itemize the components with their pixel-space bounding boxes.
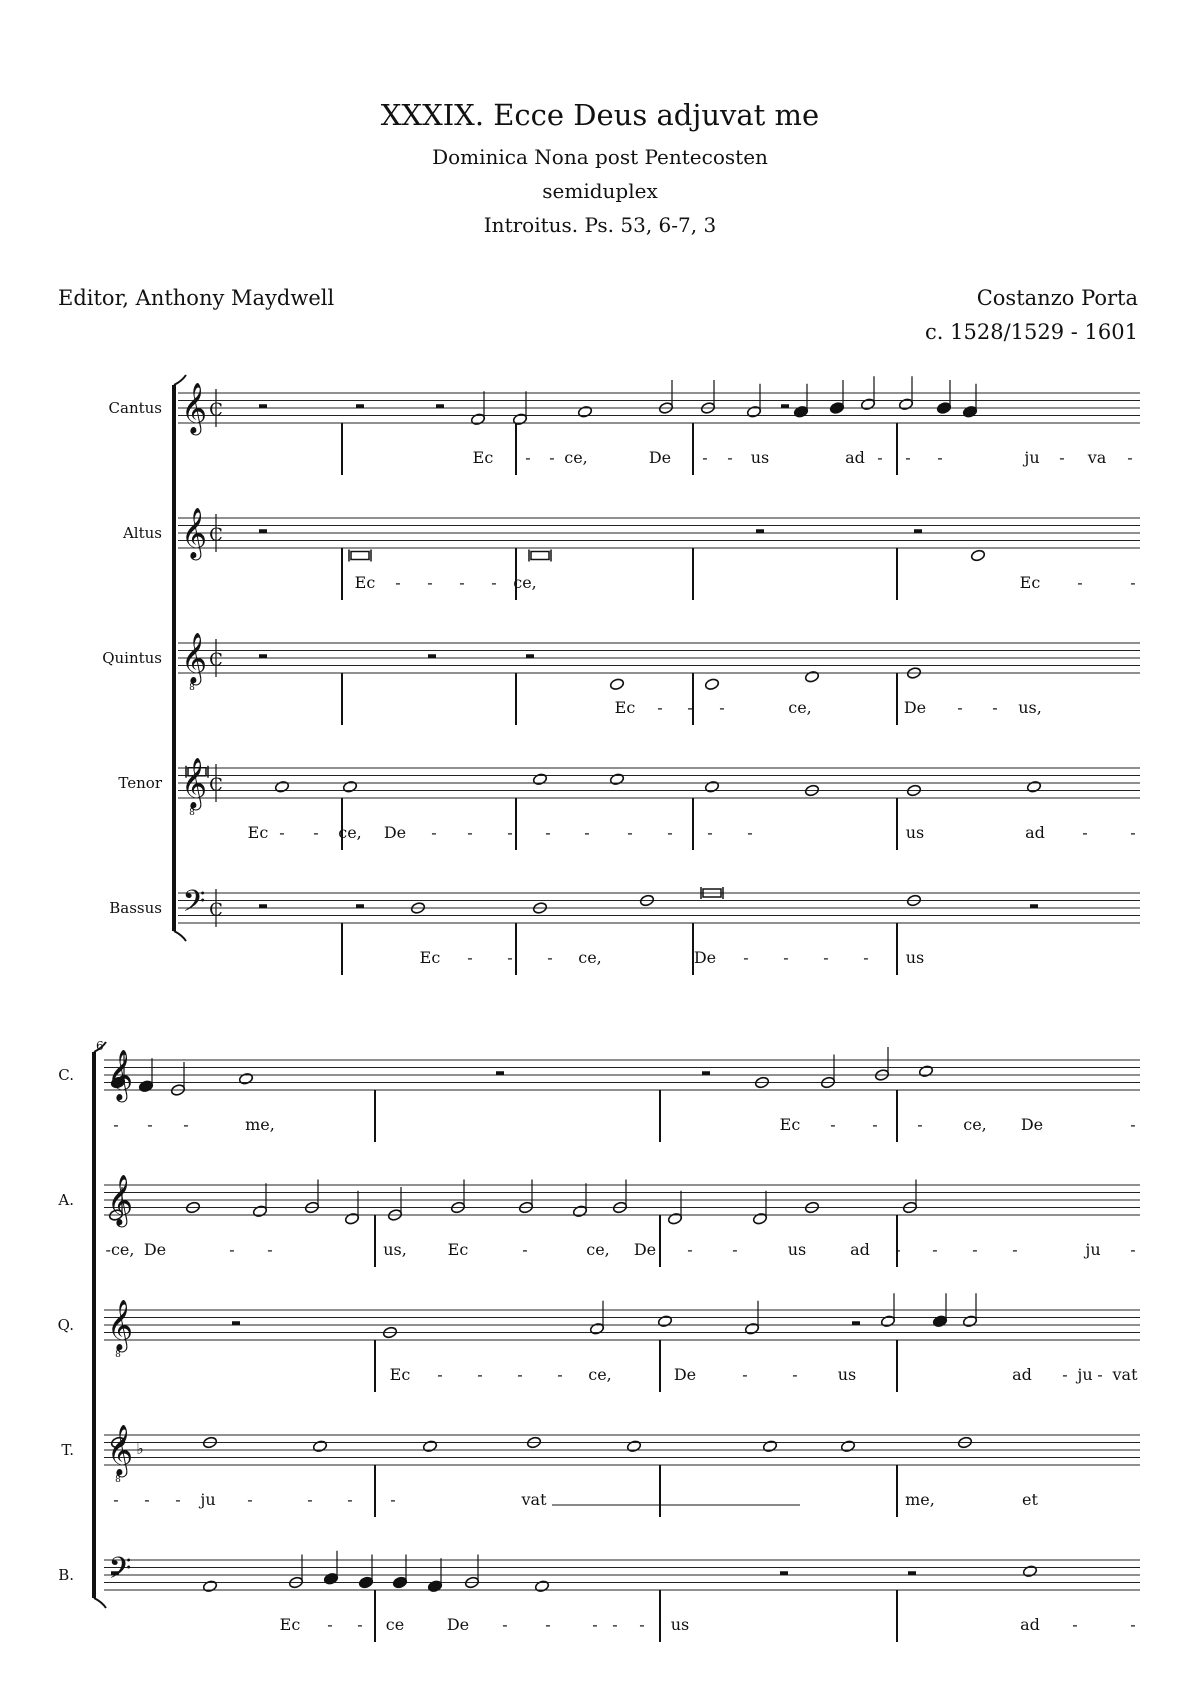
lyric-syllable: - — [144, 1490, 150, 1509]
lyric-syllable: - — [639, 1615, 645, 1634]
lyric-syllable: - — [992, 698, 998, 717]
lyric-syllable: Ec — [472, 448, 494, 467]
lyric-syllable: - — [1130, 1115, 1136, 1134]
lyric-syllable: - — [491, 573, 497, 592]
lyric-syllable: us — [750, 448, 770, 467]
quarter-note — [793, 405, 808, 418]
octave-mark: 8 — [189, 808, 195, 818]
lyric-syllable: ad — [1012, 1365, 1032, 1384]
lyric-syllable: - — [459, 573, 465, 592]
part-label: Q. — [57, 1316, 74, 1334]
lyric-syllable: - — [313, 823, 319, 842]
lyric-syllable: - — [863, 948, 869, 967]
whole-note — [534, 1580, 549, 1593]
measure-number: 6 — [96, 1039, 104, 1053]
half-note — [470, 413, 485, 426]
treble-clef-icon: 𝄞 — [180, 507, 208, 559]
lyric-syllable: - — [395, 573, 401, 592]
lyric-syllable: - — [437, 1365, 443, 1384]
quarter-note — [138, 1080, 153, 1093]
lyric-syllable: - — [957, 698, 963, 717]
rest-icon — [496, 1071, 504, 1075]
staff-1-4 — [178, 764, 1140, 850]
lyric-syllable: ce, — [564, 448, 588, 467]
staff-2-5 — [104, 1551, 1140, 1642]
lyric-syllable: - — [477, 1365, 483, 1384]
lyric-syllable: me, — [245, 1115, 275, 1134]
lyric-syllable: Ec — [354, 573, 376, 592]
treble-clef-icon: 𝄞 — [106, 1424, 134, 1476]
whole-note — [1022, 1565, 1037, 1578]
whole-note — [1026, 780, 1041, 793]
lyric-syllable: - — [792, 1365, 798, 1384]
rest-icon — [908, 1571, 916, 1575]
quarter-note — [829, 402, 844, 415]
lyric-syllable: - — [247, 1490, 253, 1509]
lyric-syllable: - — [687, 1240, 693, 1259]
lyric-syllable: - — [525, 448, 531, 467]
rest-icon — [780, 1571, 788, 1575]
whole-note — [532, 773, 547, 786]
lyric-syllable: De — [383, 823, 407, 842]
lyric-syllable: - — [1130, 823, 1136, 842]
lyric-syllable: De — [693, 948, 717, 967]
lyric-syllable: ce, — [338, 823, 362, 842]
treble-clef-icon: 𝄞 — [106, 1049, 134, 1101]
whole-note — [312, 1440, 327, 1453]
lyric-syllable: Ec — [614, 698, 636, 717]
half-note — [667, 1212, 682, 1225]
lyric-syllable: Ec — [389, 1365, 411, 1384]
whole-note — [804, 670, 819, 683]
half-note — [512, 413, 527, 426]
lyric-syllable: - — [742, 1365, 748, 1384]
lyric-syllable: - — [1062, 1365, 1068, 1384]
lyric-syllable: - — [823, 948, 829, 967]
lyric-syllable: - — [427, 573, 433, 592]
composer-dates: c. 1528/1529 - 1601 — [925, 320, 1138, 344]
rest-icon — [259, 654, 267, 658]
staff-1-2 — [178, 514, 1140, 600]
lyric-syllable: - — [175, 1490, 181, 1509]
whole-note — [626, 1440, 641, 1453]
editor-credit: Editor, Anthony Maydwell — [58, 286, 335, 310]
lyric-syllable: ju — [1077, 1365, 1093, 1384]
lyric-syllable: - — [657, 698, 663, 717]
lyric-syllable: - — [1082, 823, 1088, 842]
lyric-syllable: - — [1059, 448, 1065, 467]
piece-title: XXXIX. Ecce Deus adjuvat me — [380, 98, 820, 132]
lyric-syllable: - — [549, 448, 555, 467]
feast-rank: semiduplex — [542, 179, 658, 203]
lyric-syllable: ce, — [963, 1115, 987, 1134]
bass-clef-icon: 𝄢 — [108, 1552, 132, 1593]
quarter-note — [962, 405, 977, 418]
lyric-syllable: Ec — [279, 1615, 301, 1634]
part-label: Bassus — [109, 899, 162, 917]
octave-mark: 8 — [115, 1475, 121, 1485]
lyric-syllable: - — [507, 948, 513, 967]
rest-icon — [914, 529, 922, 533]
lyric-syllable: - — [743, 948, 749, 967]
meter-icon: C — [209, 774, 223, 796]
lyric-syllable: - — [431, 823, 437, 842]
lyric-syllable: - — [517, 1365, 523, 1384]
lyric-syllable: - — [1072, 1615, 1078, 1634]
lyric-syllable: - — [1127, 448, 1133, 467]
lyric-syllable: - — [1130, 1615, 1136, 1634]
lyric-syllable: - — [584, 823, 590, 842]
whole-note — [840, 1440, 855, 1453]
lyric-syllable: - — [557, 1365, 563, 1384]
lyric-syllable: ad — [845, 448, 865, 467]
lyric-syllable: De — [648, 448, 672, 467]
lyric-syllable: - — [687, 698, 693, 717]
lyric-syllable: - — [719, 698, 725, 717]
lyric-syllable: ce, — [578, 948, 602, 967]
lyric-syllable: - — [627, 823, 633, 842]
lyric-syllable: - — [267, 1240, 273, 1259]
meter-icon: C — [209, 899, 223, 921]
lyric-syllable: - — [113, 1490, 119, 1509]
whole-note — [609, 773, 624, 786]
text-source: Introitus. Ps. 53, 6-7, 3 — [483, 213, 717, 237]
octave-mark: 8 — [189, 683, 195, 693]
whole-note — [422, 1440, 437, 1453]
half-note — [589, 1322, 604, 1335]
part-label: A. — [58, 1191, 74, 1209]
part-label: Quintus — [102, 649, 162, 667]
lyric-syllable: - — [727, 448, 733, 467]
lyric-syllable: Ec — [419, 948, 441, 967]
rest-icon — [356, 404, 364, 408]
lyric-syllable: - — [183, 1115, 189, 1134]
rest-icon — [852, 1321, 860, 1325]
lyric-syllable: De — [446, 1615, 470, 1634]
system-bracket-bottom — [174, 931, 186, 941]
lyric-syllable: ad — [850, 1240, 870, 1259]
half-note — [344, 1212, 359, 1225]
meter-icon: C — [209, 399, 223, 421]
rest-icon — [436, 404, 444, 408]
treble-clef-icon: 𝄞 — [106, 1299, 134, 1351]
lyric-syllable: - — [1130, 573, 1136, 592]
lyric-syllable: - — [937, 448, 943, 467]
quarter-note — [936, 402, 951, 415]
lyric-syllable: - — [1077, 573, 1083, 592]
lyric-syllable: ce, — [513, 573, 537, 592]
lyric-syllable: - — [732, 1240, 738, 1259]
meter-icon: C — [209, 649, 223, 671]
lyric-syllable: - — [872, 1115, 878, 1134]
half-note — [880, 1315, 895, 1328]
bass-clef-icon: 𝄢 — [182, 885, 206, 926]
lyric-syllable: us — [837, 1365, 857, 1384]
lyric-syllable: us, — [1018, 698, 1042, 717]
liturgical-day: Dominica Nona post Pentecosten — [432, 145, 768, 169]
lyric-syllable: - — [702, 448, 708, 467]
lyric-syllable: - — [932, 1240, 938, 1259]
lyric-syllable: - — [1012, 1240, 1018, 1259]
lyric-syllable: - — [502, 1615, 508, 1634]
half-note — [898, 398, 913, 411]
quarter-note — [358, 1576, 373, 1589]
lyric-syllable: - — [347, 1490, 353, 1509]
part-label: C. — [58, 1066, 74, 1084]
rest-icon — [232, 1321, 240, 1325]
lyric-syllable: - — [917, 1115, 923, 1134]
half-note — [962, 1315, 977, 1328]
whole-note — [918, 1065, 933, 1078]
lyric-syllable: et — [1022, 1490, 1038, 1509]
lyric-syllable: -ce, — [105, 1240, 135, 1259]
whole-note — [274, 780, 289, 793]
quarter-note — [392, 1576, 407, 1589]
rest-icon — [259, 529, 267, 533]
lyric-syllable: - — [229, 1240, 235, 1259]
lyric-syllable: - — [895, 1240, 901, 1259]
lyric-syllable: us, — [383, 1240, 407, 1259]
part-label: Altus — [122, 524, 162, 542]
half-note — [572, 1205, 587, 1218]
composer-name: Costanzo Porta — [976, 286, 1138, 310]
lyric-syllable: us — [670, 1615, 690, 1634]
rest-icon — [702, 1071, 710, 1075]
whole-note — [609, 678, 624, 691]
rest-icon — [756, 529, 764, 533]
lyric-syllable: - — [592, 1615, 598, 1634]
half-note — [752, 1212, 767, 1225]
breve-note — [531, 552, 549, 560]
lyric-syllable: - — [357, 1615, 363, 1634]
rest-icon — [526, 654, 534, 658]
part-label: B. — [58, 1566, 74, 1584]
whole-note — [577, 405, 592, 418]
lyric-syllable: De — [1020, 1115, 1044, 1134]
lyric-syllable: - — [1130, 1240, 1136, 1259]
staff-1-5 — [178, 887, 1140, 975]
lyric-syllable: - — [467, 823, 473, 842]
lyric-syllable: vat — [521, 1490, 547, 1509]
lyric-syllable: Ec — [447, 1240, 469, 1259]
lyric-syllable: ce — [385, 1615, 405, 1634]
whole-note — [704, 780, 719, 793]
lyric-syllable: - — [877, 448, 883, 467]
half-note — [252, 1205, 267, 1218]
whole-note — [762, 1440, 777, 1453]
lyric-syllable: ce, — [586, 1240, 610, 1259]
treble-clef-icon: 𝄞 — [180, 757, 208, 809]
lyric-syllable: De — [673, 1365, 697, 1384]
half-note — [860, 398, 875, 411]
lyric-syllable: ju — [1085, 1240, 1101, 1259]
quarter-note — [323, 1572, 338, 1585]
lyric-syllable: - — [545, 1615, 551, 1634]
lyric-syllable: Ec — [247, 823, 269, 842]
rest-icon — [428, 654, 436, 658]
whole-note — [238, 1072, 253, 1085]
half-note — [744, 1322, 759, 1335]
lyric-syllable: va — [1087, 448, 1107, 467]
lyric-syllable: De — [633, 1240, 657, 1259]
whole-note — [202, 1580, 217, 1593]
lyric-syllable: - — [113, 1115, 119, 1134]
quarter-note — [427, 1580, 442, 1593]
whole-note — [342, 780, 357, 793]
lyric-syllable: - — [390, 1490, 396, 1509]
staff-2-2 — [104, 1180, 1140, 1268]
lyric-syllable: - — [547, 948, 553, 967]
lyric-syllable: - — [307, 1490, 313, 1509]
part-label: T. — [61, 1441, 74, 1459]
treble-clef-icon: 𝄞 — [180, 382, 208, 434]
treble-clef-icon: 𝄞 — [180, 632, 208, 684]
lyric-syllable: - — [507, 823, 513, 842]
lyric-syllable: ce, — [788, 698, 812, 717]
lyric-syllable: - — [147, 1115, 153, 1134]
lyric-syllable: - — [667, 823, 673, 842]
lyric-syllable: - — [972, 1240, 978, 1259]
rest-icon — [259, 904, 267, 908]
lyric-syllable: - — [279, 823, 285, 842]
whole-note — [704, 678, 719, 691]
lyric-syllable: - — [327, 1615, 333, 1634]
lyric-syllable: - — [783, 948, 789, 967]
lyric-syllable: ju — [1024, 448, 1040, 467]
rest-icon — [781, 404, 789, 408]
lyric-syllable: De — [903, 698, 927, 717]
flat-icon: ♭ — [136, 1438, 144, 1458]
lyric-syllable: us — [905, 948, 925, 967]
lyric-syllable: vat — [1112, 1365, 1138, 1384]
octave-mark: 8 — [115, 1350, 121, 1360]
lyric-syllable: - — [545, 823, 551, 842]
lyric-syllable: - — [467, 948, 473, 967]
lyric-syllable: ce, — [588, 1365, 612, 1384]
whole-note — [970, 549, 985, 562]
breve-note — [351, 552, 369, 560]
part-label: Cantus — [108, 399, 162, 417]
half-note — [746, 405, 761, 418]
lyric-syllable: Ec — [779, 1115, 801, 1134]
lyric-syllable: - — [707, 823, 713, 842]
lyric-syllable: De — [143, 1240, 167, 1259]
lyric-syllable: - — [905, 448, 911, 467]
treble-clef-icon: 𝄞 — [106, 1174, 134, 1226]
whole-note — [657, 1315, 672, 1328]
staff-2-3 — [104, 1293, 1140, 1392]
lyric-syllable: Ec — [1019, 573, 1041, 592]
rest-icon — [356, 904, 364, 908]
lyric-syllable: - — [522, 1240, 528, 1259]
lyric-syllable: ad — [1025, 823, 1045, 842]
rest-icon — [1030, 904, 1038, 908]
lyric-syllable: - — [830, 1115, 836, 1134]
rest-icon — [259, 404, 267, 408]
lyric-syllable: ju — [200, 1490, 216, 1509]
lyric-syllable: ad — [1020, 1615, 1040, 1634]
lyric-syllable: - — [747, 823, 753, 842]
lyric-syllable: us — [905, 823, 925, 842]
lyric-syllable: me, — [905, 1490, 935, 1509]
staff-2-4 — [104, 1435, 1140, 1517]
lyric-syllable: - — [612, 1615, 618, 1634]
part-label: Tenor — [118, 774, 162, 792]
lyric-syllable: us — [787, 1240, 807, 1259]
lyric-syllable: - — [1097, 1365, 1103, 1384]
quarter-note — [932, 1315, 947, 1328]
meter-icon: C — [209, 524, 223, 546]
system-bracket-bottom — [94, 1598, 106, 1608]
